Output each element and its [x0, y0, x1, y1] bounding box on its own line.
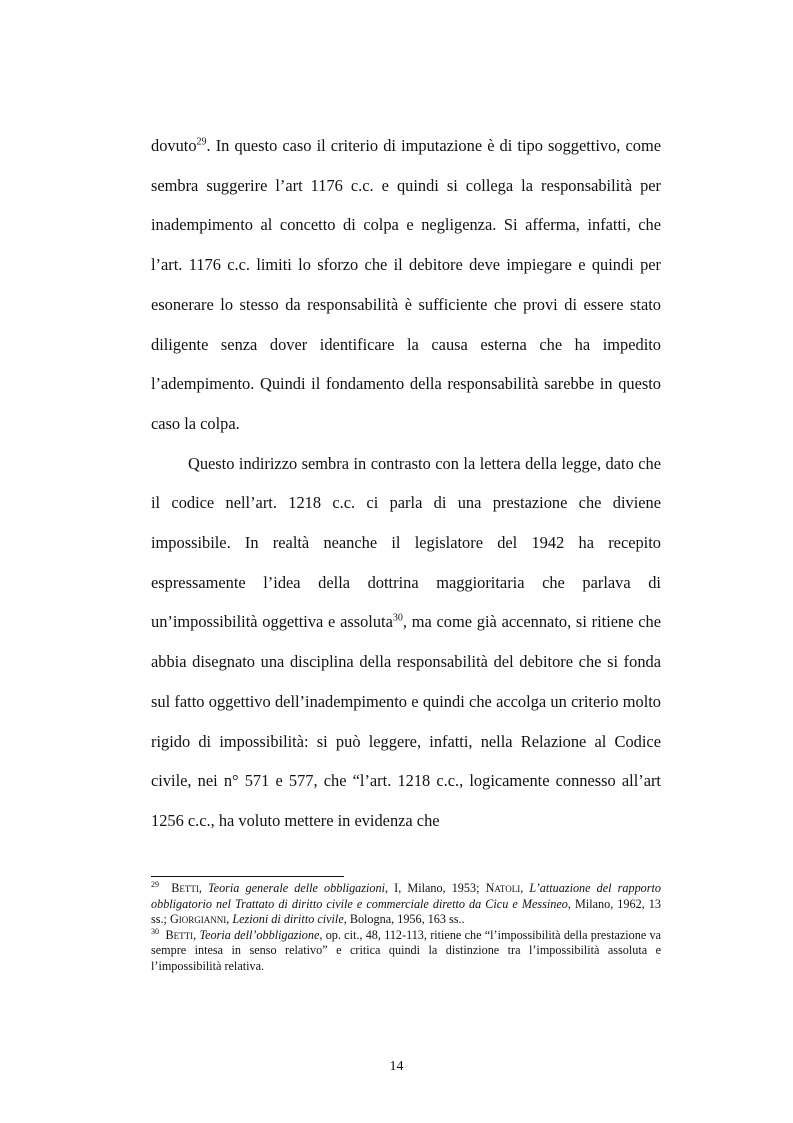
footnote-ref-29[interactable]: 29 [196, 136, 207, 148]
footnotes [151, 881, 661, 975]
footnote-text: , Milano, 1962, 13 ss.; [151, 896, 661, 927]
footnote-title: Lezioni di diritto civile [232, 912, 344, 927]
footnote-author: Betti [171, 881, 199, 895]
page-number: 14 [389, 1059, 404, 1074]
footnote-title: Teoria generale delle obbligazioni [208, 881, 385, 895]
paragraph-1-rest: . In questo caso il criterio di imputazione è di tipo soggettivo, come sembra suggerire l’art 1176 c.c. e quindi si collega la responsabilità per inadempimento al concetto di colpa e negligenza. Si afferma, infatti, che l’art. 1176 c.c. limiti lo sforzo che il debitore deve impiegare e quindi per esonerare lo stesso da responsabilità è sufficiente che provi di essere stato diligente senza dover identificare la causa esterna che ha impedito l’adempimento. Quindi il fondamento della responsabilità sarebbe in questo caso la colpa. [151, 136, 661, 433]
footnote-text: , [193, 927, 200, 942]
footnote-number: 29 [151, 879, 159, 889]
footnote-separator [151, 876, 344, 877]
footnote-text: , [226, 912, 233, 927]
footnote-text: , op. cit., 48, 112-113, ritiene che “l’impossibilità della prestazione va sempre intesa in senso relativo” e critica quindi la distinzione tra l’impossibilità assoluta e l’impossibilità relativa. [151, 927, 662, 973]
footnote-text: , Bologna, 1956, 163 ss.. [343, 912, 465, 927]
footnote-author: Giorgianni [169, 912, 227, 927]
footnote-text: , [198, 881, 208, 895]
paragraph-2-rest: , ma come già accennato, si ritiene che abbia disegnato una disciplina della responsabilità del debitore che si fonda sul fatto oggettivo dell’inadempimento e quindi che accolga un criterio molto rigido di impossibilità: si può leggere, infatti, nella Relazione al Codice civile, nei n° 571 e 577, che “l’art. 1218 c.c., logicamente connesso all’art 1256 c.c., ha voluto mettere in evidenza che [151, 612, 661, 830]
footnote-author: Natoli [485, 881, 521, 895]
paragraph-2 [151, 444, 661, 841]
footnote-text: , I, Milano, 1953; [384, 881, 486, 895]
body-text [151, 126, 661, 841]
footnote-number: 30 [151, 926, 159, 936]
paragraph-2-start: Questo indirizzo sembra in contrasto con la lettera della legge, dato che il codice nell’art. 1218 c.c. ci parla di una prestazione che diviene impossibile. In realtà neanche il legislatore del 1942 ha recepito espressamente l’idea della dottrina maggioritaria che parlava di un’impossibilità oggettiva e assoluta [151, 453, 661, 632]
footnote-text: , [520, 881, 530, 895]
paragraph-1-start: dovuto [151, 136, 197, 155]
footnote-title: Teoria dell’obbligazione [199, 927, 320, 942]
footnote-30 [151, 928, 661, 975]
footnote-title: L’attuazione del rapporto obbligatorio nel Trattato di diritto civile e commerciale diretto da Cicu e Messineo [151, 881, 662, 911]
footnote-author: Betti [165, 927, 194, 942]
footnote-29 [151, 881, 661, 928]
footnote-ref-30[interactable]: 30 [392, 612, 403, 624]
paragraph-1 [151, 126, 661, 444]
